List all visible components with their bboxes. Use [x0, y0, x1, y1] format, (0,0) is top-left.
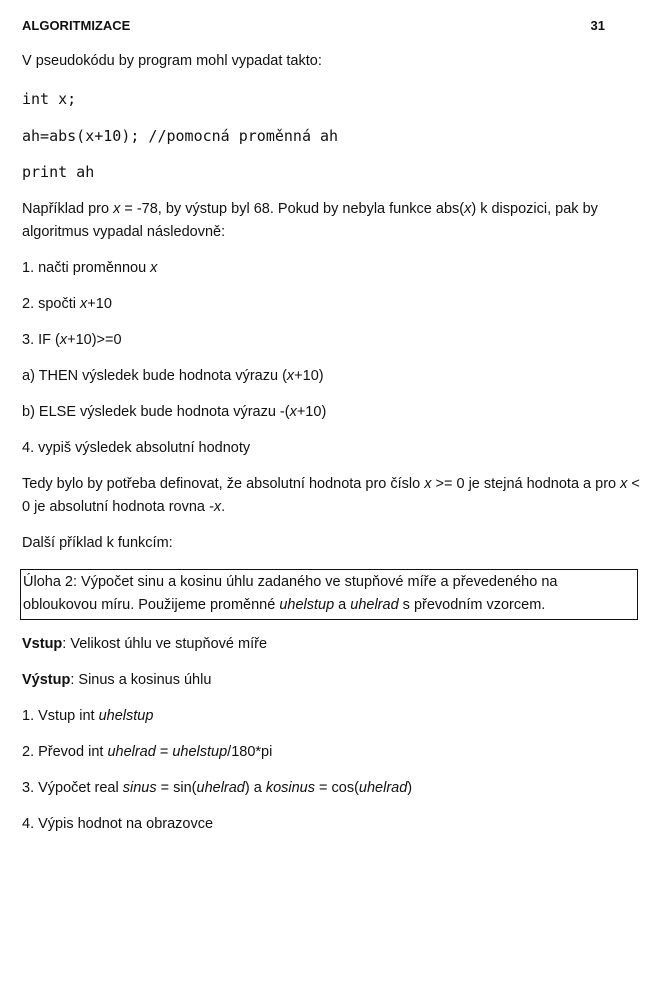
- step-2-var: x: [80, 296, 88, 312]
- algo-step-3: [22, 777, 642, 800]
- algo-step-2-mid: =: [155, 744, 173, 760]
- step-3a-post: +10): [294, 368, 324, 384]
- step-1-var: x: [150, 260, 158, 276]
- code-line-3: print ah: [22, 163, 95, 181]
- step-3-text: 3. IF (: [22, 332, 60, 348]
- input-text: : Velikost úhlu ve stupňové míře: [62, 636, 268, 652]
- definition-text-1: Tedy bylo by potřeba definovat, že absolutní hodnota pro číslo: [22, 476, 425, 492]
- example-text-3: ) k dispozici, pak by algoritmus vypadal následovně:: [22, 201, 598, 240]
- definition-text-3: < 0 je absolutní hodnota rovna: [22, 476, 640, 515]
- page-content: [22, 50, 642, 836]
- step-1-text: 1. načti proměnnou: [22, 260, 151, 276]
- definition-var-3: -x: [209, 499, 222, 515]
- task-text-1: Úloha 2: Výpočet sinu a kosinu úhlu zadaného ve stupňové míře a převedeného na obloukovou míru. Použijeme proměnné: [23, 574, 558, 613]
- step-3-var: x: [59, 332, 68, 348]
- step-3-post: +10)>=0: [67, 332, 122, 348]
- algo-step-1-text: 1. Vstup int: [22, 708, 99, 724]
- task-box: [20, 569, 638, 620]
- next-example-paragraph: Další příklad k funkcím:: [22, 535, 173, 551]
- step-3b-post: +10): [296, 404, 327, 420]
- step-2-post: +10: [87, 296, 112, 312]
- code-line-1: int x;: [22, 90, 77, 108]
- algo-step-3-text: 3. Výpočet real: [22, 780, 123, 796]
- algo-step-2-post: /180*pi: [227, 744, 273, 760]
- algo-step-3-mid-1: = sin(: [156, 780, 197, 796]
- task-var-1: uhelstup: [279, 597, 335, 613]
- algo-step-3-var-4: uhelrad: [358, 780, 408, 796]
- task-text-2: a: [334, 597, 351, 613]
- algo-step-3-mid-2: ) a: [244, 780, 266, 796]
- algo-step-1-var: uhelstup: [98, 708, 154, 724]
- algo-step-3-var-3: kosinus: [265, 780, 315, 796]
- algo-step-3-var-2: uhelrad: [196, 780, 245, 796]
- step-3b: [22, 401, 642, 424]
- algo-step-2: [22, 741, 642, 764]
- algo-step-2-text: 2. Převod int: [22, 744, 108, 760]
- input-label: Vstup: [22, 636, 63, 652]
- page-number: 31: [590, 18, 605, 33]
- step-3b-text: b) ELSE výsledek bude hodnota výrazu -(: [22, 404, 290, 420]
- example-text-1: Například pro: [22, 201, 114, 217]
- header-title: ALGORITMIZACE: [22, 18, 131, 33]
- step-1: [22, 257, 642, 280]
- page-header: [22, 14, 605, 36]
- step-3a-text: a) THEN výsledek bude hodnota výrazu (: [22, 368, 287, 384]
- task-text-3: s převodním vzorcem.: [398, 597, 546, 613]
- algo-step-3-mid-3: = cos(: [315, 780, 359, 796]
- definition-text-4: .: [221, 499, 226, 515]
- example-var-x: x: [113, 201, 121, 217]
- step-3: [22, 329, 642, 352]
- algo-step-1: [22, 705, 642, 728]
- intro-paragraph: V pseudokódu by program mohl vypadat takto:: [22, 53, 322, 69]
- definition-var-2: x: [620, 476, 628, 492]
- step-3a-var: x: [286, 368, 295, 384]
- step-2-text: 2. spočti: [22, 296, 81, 312]
- input-line: [22, 633, 642, 656]
- definition-text-2: >= 0 je stejná hodnota a pro: [431, 476, 621, 492]
- algo-step-2-var-1: uhelrad: [107, 744, 156, 760]
- output-text: : Sinus a kosinus úhlu: [70, 672, 212, 688]
- example-var-x2: x: [464, 201, 472, 217]
- step-2: [22, 293, 642, 316]
- algo-step-3-var-1: sinus: [122, 780, 157, 796]
- output-line: [22, 669, 642, 692]
- task-var-2: uhelrad: [350, 597, 399, 613]
- code-line-2: ah=abs(x+10); //pomocná proměnná ah: [22, 127, 339, 145]
- algo-step-2-var-2: uhelstup: [172, 744, 228, 760]
- definition-var-1: x: [424, 476, 432, 492]
- step-3b-var: x: [289, 404, 297, 420]
- output-label: Výstup: [22, 672, 71, 688]
- algo-step-3-post: ): [407, 780, 413, 796]
- algo-step-4: 4. Výpis hodnot na obrazovce: [22, 816, 214, 832]
- definition-paragraph: [22, 473, 642, 519]
- step-3a: [22, 365, 642, 388]
- example-paragraph: [22, 198, 642, 244]
- step-4: 4. vypiš výsledek absolutní hodnoty: [22, 440, 251, 456]
- example-text-2: = -78, by výstup byl 68. Pokud by nebyla funkce abs(: [120, 201, 465, 217]
